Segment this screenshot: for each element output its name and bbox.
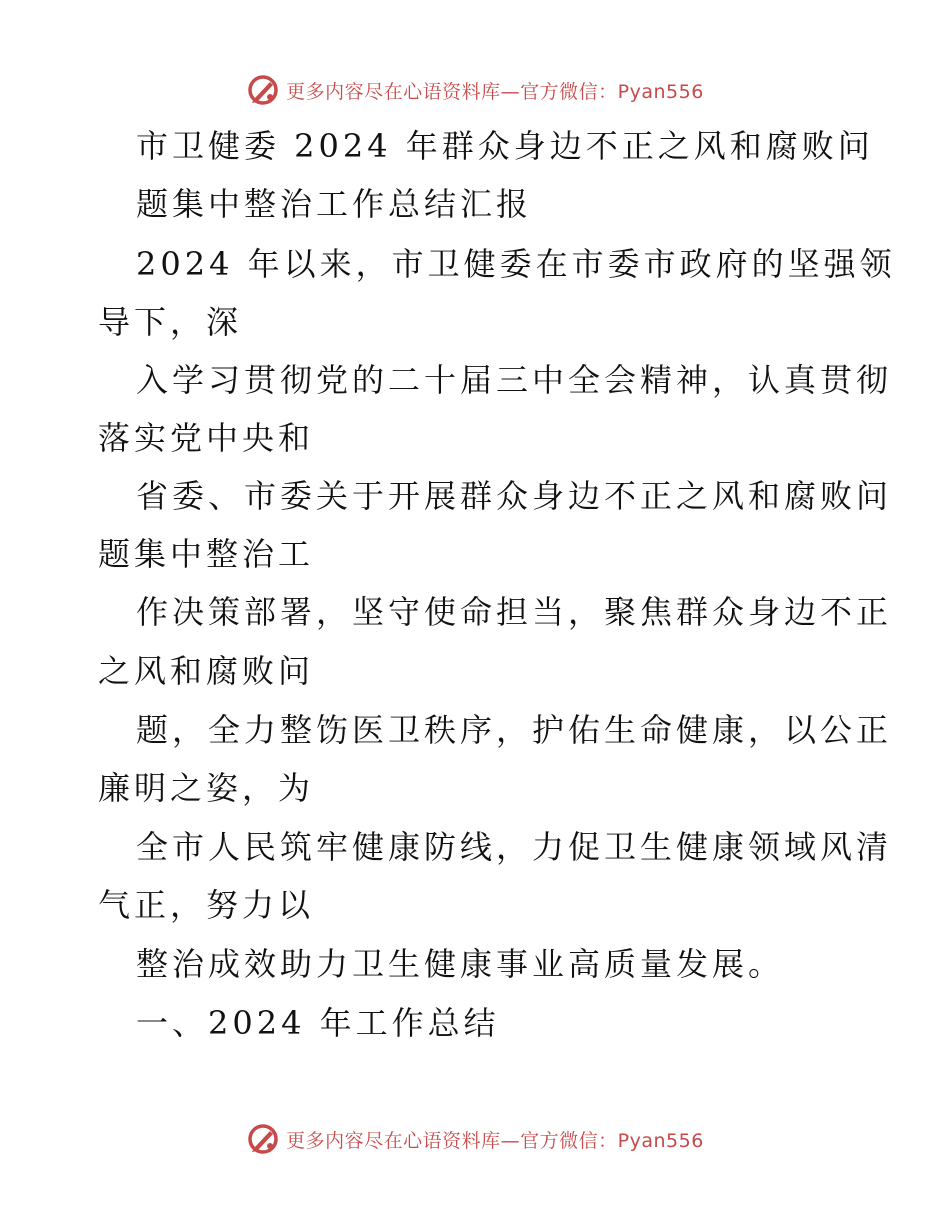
watermark-site-text: 更多内容尽在心语资料库—官方微信： [286,80,618,103]
watermark-site-text: 更多内容尽在心语资料库—官方微信： [286,1129,618,1152]
paragraph-line: 2024 年以来，市卫健委在市委市政府的坚强领 [136,245,896,283]
header-watermark-banner [0,70,950,110]
watermark-wechat-id: Pyan556 [617,80,704,103]
paragraph-line: 省委、市委关于开展群众身边不正之风和腐败问 [136,477,893,515]
paragraph-line: 入学习贯彻党的二十届三中全会精神，认真贯彻 [136,361,893,399]
paragraph-line: 落实党中央和 [98,419,315,457]
brush-pen-logo-icon [246,1122,280,1156]
watermark-wechat-id: Pyan556 [617,1129,704,1152]
paragraph-line: 作决策部署，坚守使命担当，聚焦群众身边不正 [136,593,893,631]
paragraph-line: 题集中整治工 [98,535,315,573]
paragraph-line: 全市人民筑牢健康防线，力促卫生健康领域风清 [136,828,893,866]
watermark-text [286,77,704,104]
paragraph-line: 之风和腐败问 [98,652,315,690]
paragraph-line: 导下，深 [98,303,243,341]
document-title-line-2: 题集中整治工作总结汇报 [136,185,533,223]
footer-watermark-banner [0,1119,950,1159]
paragraph-line: 气正，努力以 [98,886,315,924]
document-title-line-1: 市卫健委 2024 年群众身边不正之风和腐败问 [136,127,874,165]
paragraph-line: 廉明之姿，为 [98,769,315,807]
watermark-text [286,1126,704,1153]
brush-pen-logo-icon [246,73,280,107]
section-heading: 一、2024 年工作总结 [136,1004,500,1042]
paragraph-line: 题，全力整饬医卫秩序，护佑生命健康，以公正 [136,711,893,749]
paragraph-line: 整治成效助力卫生健康事业高质量发展。 [136,945,785,983]
